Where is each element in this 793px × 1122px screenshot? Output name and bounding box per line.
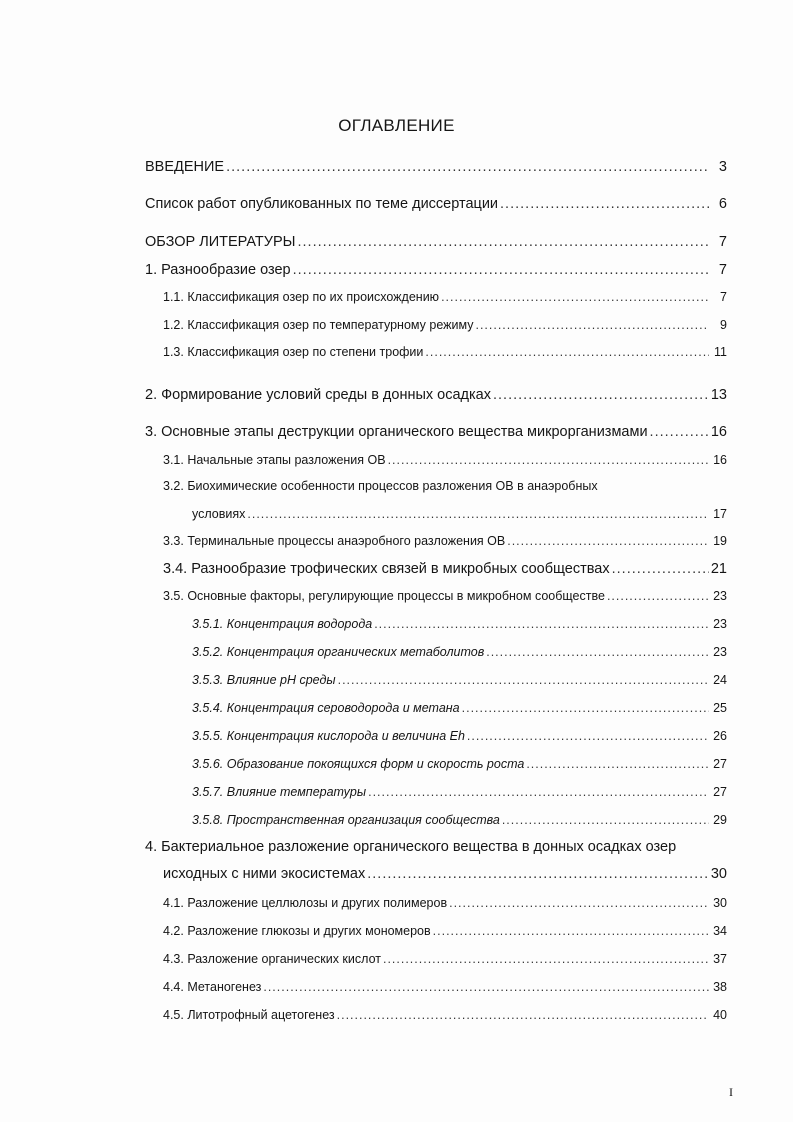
toc-label: 3.5.7. Влияние температуры — [192, 785, 367, 799]
toc-entry-publications[interactable] — [145, 195, 727, 213]
toc-page-number: 40 — [713, 1008, 727, 1022]
toc-page-number: 38 — [713, 980, 727, 994]
dot-leader — [298, 233, 710, 251]
toc-page-number: 16 — [710, 424, 727, 440]
dot-leader — [433, 922, 709, 940]
page-title: ОГЛАВЛЕНИЕ — [338, 116, 455, 135]
toc-page-number: 6 — [718, 196, 727, 212]
dot-leader — [425, 343, 709, 361]
toc-page-number: 30 — [710, 866, 727, 882]
toc-entry-section-3-5-2[interactable] — [192, 643, 727, 661]
toc-label: 4.3. Разложение органических кислот — [163, 952, 381, 966]
toc-page-number: 24 — [713, 673, 727, 687]
toc-label: 3.5.6. Образование покоящихся форм и скорость роста — [192, 757, 525, 771]
toc-page-number: 17 — [713, 507, 727, 521]
toc-label: 2. Формирование условий среды в донных осадках — [145, 387, 491, 403]
toc-page-number: 30 — [713, 896, 727, 910]
toc-entry-section-1-2[interactable] — [163, 316, 727, 334]
toc-entry-section-3-5-7[interactable] — [192, 783, 727, 801]
toc-label: 3.4. Разнообразие трофических связей в микробных сообществах — [163, 561, 610, 577]
dot-leader — [226, 158, 709, 176]
toc-page-number: 21 — [710, 561, 727, 577]
toc-entry-section-4-4[interactable] — [163, 978, 727, 996]
toc-entry-section-4-3[interactable] — [163, 950, 727, 968]
toc-entry-section-4-line1[interactable]: 4. Бактериальное разложение органического вещества в донных осадках озер — [145, 839, 677, 855]
dot-leader — [493, 386, 709, 404]
toc-entry-section-3-5-8[interactable] — [192, 811, 727, 829]
toc-entry-intro[interactable] — [145, 158, 727, 176]
toc-entry-section-3-5-1[interactable] — [192, 615, 727, 633]
toc-label: 1.1. Классификация озер по их происхождению — [163, 290, 440, 304]
toc-page-number: 23 — [713, 589, 727, 603]
toc-page-number: 9 — [720, 318, 727, 332]
toc-page-number: 19 — [713, 534, 727, 548]
toc-page-number: 34 — [713, 924, 727, 938]
toc-entry-section-3-4[interactable] — [163, 560, 727, 578]
toc-page-number: 13 — [710, 387, 727, 403]
toc-entry-section-3[interactable] — [145, 423, 727, 441]
page-number: I — [729, 1085, 733, 1099]
dot-leader — [475, 316, 709, 334]
toc-page-number: 3 — [718, 159, 727, 175]
dot-leader — [337, 1006, 709, 1024]
toc-label: 3.5.4. Концентрация сероводорода и метана — [192, 701, 460, 715]
dot-leader — [449, 894, 709, 912]
toc-page-number: 11 — [714, 345, 727, 359]
dot-leader — [293, 261, 709, 279]
toc-entry-section-3-2-line1[interactable]: 3.2. Биохимические особенности процессов разложения ОВ в анаэробных — [163, 479, 598, 493]
dot-leader — [441, 288, 709, 306]
toc-label: 1. Разнообразие озер — [145, 262, 291, 278]
toc-entry-section-4-5[interactable] — [163, 1006, 727, 1024]
toc-entry-section-3-5-3[interactable] — [192, 671, 727, 689]
toc-page-number: 27 — [713, 757, 727, 771]
toc-page-number: 23 — [713, 617, 727, 631]
toc-entry-section-1[interactable] — [145, 261, 727, 279]
toc-entry-section-3-5-4[interactable] — [192, 699, 727, 717]
dot-leader — [462, 699, 709, 717]
dot-leader — [486, 643, 709, 661]
dot-leader — [383, 950, 709, 968]
toc-page-number: 37 — [713, 952, 727, 966]
toc-label: 1.2. Классификация озер по температурному режиму — [163, 318, 474, 332]
toc-label: Список работ опубликованных по теме диссертации — [145, 196, 499, 212]
toc-page-number: 29 — [713, 813, 727, 827]
dot-leader — [502, 811, 709, 829]
toc-entry-section-3-5[interactable] — [163, 587, 727, 605]
toc-entry-section-2[interactable] — [145, 386, 727, 404]
toc-label: 3.3. Терминальные процессы анаэробного разложения ОВ — [163, 534, 506, 548]
dot-leader — [500, 195, 709, 213]
dot-leader — [368, 783, 709, 801]
dot-leader — [526, 755, 709, 773]
toc-page-number: 7 — [718, 262, 727, 278]
toc-label: 3.1. Начальные этапы разложения ОВ — [163, 453, 386, 467]
toc-label: исходных с ними экосистемах — [163, 866, 366, 882]
toc-label: 4.1. Разложение целлюлозы и других полимеров — [163, 896, 448, 910]
toc-label: условиях — [192, 507, 246, 521]
toc-label: ВВЕДЕНИЕ — [145, 159, 225, 175]
dot-leader — [374, 615, 709, 633]
toc-entry-section-1-1[interactable] — [163, 288, 727, 306]
dot-leader — [367, 865, 709, 883]
dot-leader — [507, 532, 709, 550]
toc-entry-section-3-2[interactable] — [192, 505, 727, 523]
toc-page-number: 7 — [718, 234, 727, 250]
toc-label: 4.5. Литотрофный ацетогенез — [163, 1008, 335, 1022]
toc-entry-section-4-1[interactable] — [163, 894, 727, 912]
toc-label: 4.4. Метаногенез — [163, 980, 262, 994]
dot-leader — [467, 727, 709, 745]
toc-label: 3.5.1. Концентрация водорода — [192, 617, 373, 631]
toc-label: 3. Основные этапы деструкции органического вещества микрорганизмами — [145, 424, 648, 440]
toc-label: 3.5.5. Концентрация кислорода и величина Eh — [192, 729, 465, 743]
dot-leader — [388, 451, 709, 469]
toc-label: ОБЗОР ЛИТЕРАТУРЫ — [145, 234, 296, 250]
toc-entry-section-3-5-6[interactable] — [192, 755, 727, 773]
toc-entry-section-1-3[interactable] — [163, 343, 727, 361]
toc-page-number: 26 — [713, 729, 727, 743]
toc-label: 3.5. Основные факторы, регулирующие процессы в микробном сообществе — [163, 589, 605, 603]
toc-entry-review[interactable] — [145, 233, 727, 251]
toc-label: 3.5.3. Влияние рН среды — [192, 673, 336, 687]
toc-label: 3.5.2. Концентрация органических метаболитов — [192, 645, 485, 659]
toc-page-number: 23 — [713, 645, 727, 659]
dot-leader — [607, 587, 709, 605]
toc-entry-section-3-3[interactable] — [163, 532, 727, 550]
toc-entry-section-3-1[interactable] — [163, 451, 727, 469]
toc-page-number: 25 — [713, 701, 727, 715]
toc-entry-section-3-5-5[interactable] — [192, 727, 727, 745]
toc-label: 3.5.8. Пространственная организация сообщества — [192, 813, 500, 827]
dot-leader — [612, 560, 709, 578]
toc-label: 1.3. Классификация озер по степени трофии — [163, 345, 424, 359]
dot-leader — [247, 505, 709, 523]
toc-label: 4.2. Разложение глюкозы и других мономеров — [163, 924, 431, 938]
toc-entry-section-4[interactable] — [163, 865, 727, 883]
dot-leader — [263, 978, 709, 996]
toc-entry-section-4-2[interactable] — [163, 922, 727, 940]
toc-page-number: 27 — [713, 785, 727, 799]
toc-page-number: 16 — [713, 453, 727, 467]
dot-leader — [650, 423, 709, 441]
dot-leader — [338, 671, 709, 689]
toc-page-number: 7 — [720, 290, 727, 304]
